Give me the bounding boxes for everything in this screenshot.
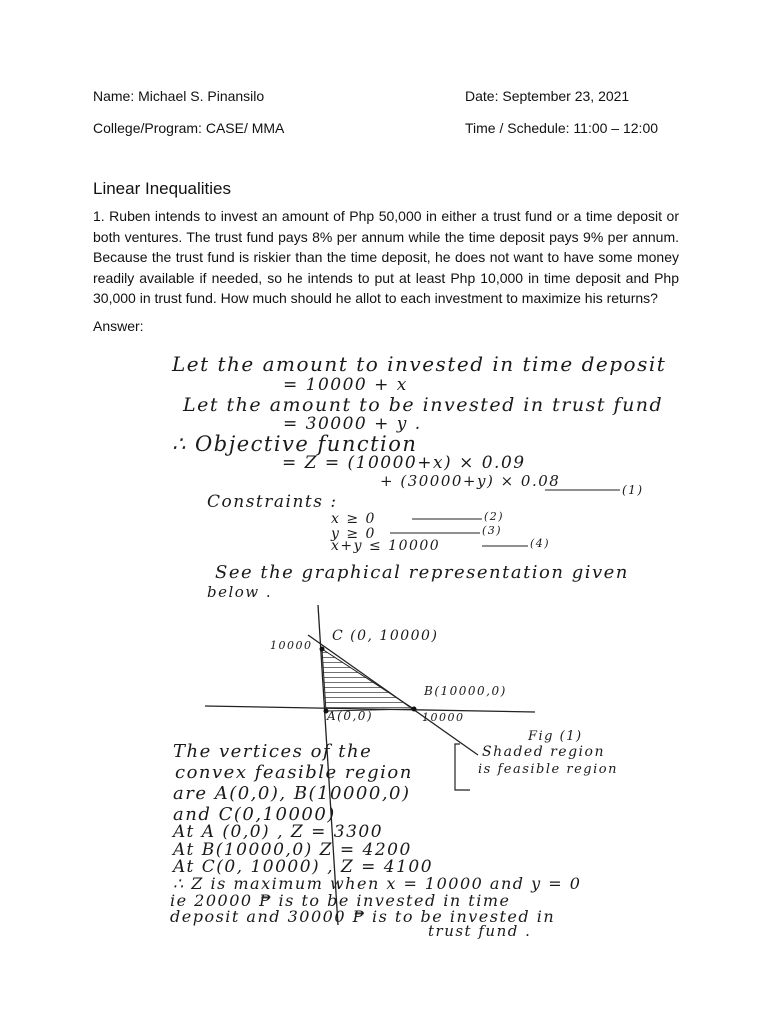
hw-v4: and C(0,10000): [173, 804, 336, 825]
hw-see1: See the graphical representation given: [215, 562, 629, 583]
hw-c3: x+y ≤ 10000: [331, 538, 441, 554]
hw-at-a: At A (0,0) , Z = 3300: [173, 822, 384, 842]
hw-c2: y ≥ 0: [331, 526, 376, 542]
hw-line4: = 30000 + y .: [283, 414, 422, 434]
hw-at-b: At B(10000,0) Z = 4200: [173, 840, 412, 860]
section-title: Linear Inequalities: [93, 179, 231, 198]
hw-graph-x: 10000: [422, 711, 465, 724]
hw-v2: convex feasible region: [175, 762, 413, 783]
vertex-b-dot: [412, 707, 417, 712]
fig-bracket: [455, 744, 470, 790]
hw-line7: + (30000+y) × 0.08: [380, 472, 561, 490]
hw-concl4: trust fund .: [428, 922, 532, 940]
hw-point-b: B(10000,0): [424, 684, 507, 698]
hw-line5: ∴ Objective function: [172, 432, 418, 456]
college-program: College/Program: CASE/ MMA: [93, 120, 285, 136]
hw-fig-label: Fig (1): [528, 729, 583, 744]
hw-shaded1: Shaded region: [482, 744, 605, 760]
answer-label: Answer:: [93, 318, 144, 334]
hw-line2: = 10000 + x: [283, 375, 408, 395]
hw-c1: x ≥ 0: [331, 511, 376, 527]
hw-v1: The vertices of the: [173, 741, 373, 762]
hw-at-c: At C(0, 10000) , Z = 4100: [173, 857, 434, 877]
time-schedule: Time / Schedule: 11:00 – 12:00: [465, 120, 659, 136]
hw-shaded2: is feasible region: [478, 762, 618, 777]
hw-concl2: ie 20000 ₱ is to be invested in time: [170, 891, 511, 910]
vertex-c-dot: [320, 647, 325, 652]
date: Date: September 23, 2021: [465, 88, 630, 104]
hw-line6: = Z = (10000+x) × 0.09: [282, 453, 526, 473]
hw-line1: Let the amount to invested in time deposit: [172, 352, 667, 376]
hw-tag4: (4): [530, 537, 551, 550]
feasible-region: [322, 649, 414, 711]
hw-graph-y: 10000: [270, 639, 313, 652]
hw-line3: Let the amount to be invested in trust fund: [183, 394, 664, 416]
hw-tag3: (3): [482, 524, 503, 537]
hw-concl1: ∴ Z is maximum when x = 10000 and y = 0: [173, 874, 582, 893]
student-name: Name: Michael S. Pinansilo: [93, 88, 265, 104]
hw-tag1: (1): [622, 483, 644, 497]
hw-see2: below .: [207, 583, 273, 601]
hw-v3: are A(0,0), B(10000,0): [173, 783, 411, 804]
hw-constraints: Constraints :: [207, 492, 338, 512]
hw-tag2: (2): [484, 510, 505, 523]
hw-point-c: C (0, 10000): [332, 628, 439, 644]
problem-text: 1. Ruben intends to invest an amount of Php 50,000 in either a trust fund or a time deposit or both ventures. The trust fund pays 8% per annum while the time deposit pays 9% per annum. Because the trust fund is riskier than the time deposit, he does not want to have some money readily available if needed, so he intends to put at least Php 10,000 in time deposit and Php 30,000 in trust fund. How much should he allot to each investment to maximize his returns?: [93, 208, 679, 306]
hw-point-a: A(0,0): [327, 709, 374, 723]
hw-concl3: deposit and 30000 ₱ is to be invested in: [170, 907, 556, 926]
